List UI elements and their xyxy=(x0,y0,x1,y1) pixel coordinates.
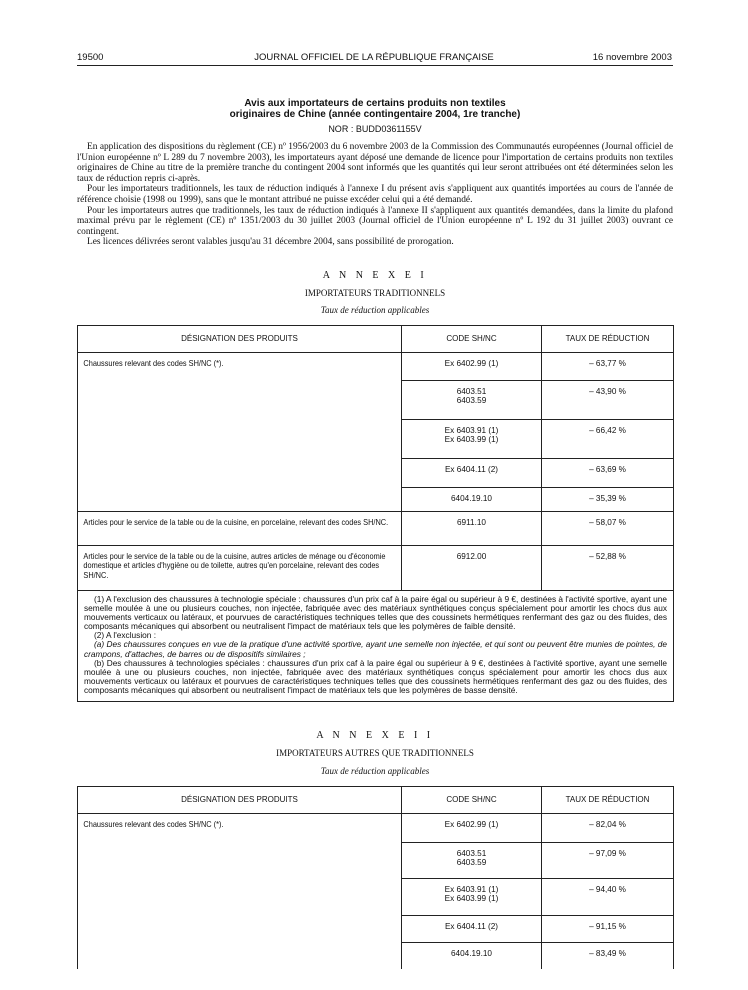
table-header xyxy=(78,326,673,353)
avis-body xyxy=(77,142,673,248)
designation-cell: Chaussures relevant des codes SH/NC (*). xyxy=(83,820,224,829)
code-cell: Ex 6403.91 (1) Ex 6403.99 (1) xyxy=(444,426,499,445)
column-header: CODE SH/NC xyxy=(401,787,541,813)
column-header: TAUX DE RÉDUCTION xyxy=(541,326,673,352)
footnote: (2) A l'exclusion : xyxy=(94,630,156,641)
table-group xyxy=(78,814,673,969)
designation-cell: Articles pour le service de la table ou de la cuisine, en porcelaine, relevant des codes SH/NC. xyxy=(83,518,389,527)
table-header xyxy=(78,787,673,814)
avis-title-line2: originaires de Chine (année contingentaire 2004, 1re tranche) xyxy=(229,109,521,120)
rate-cell: – 35,39 % xyxy=(541,488,673,511)
table-row xyxy=(401,916,673,943)
column-header: CODE SH/NC xyxy=(401,326,541,352)
rate-cell: – 97,09 % xyxy=(541,843,673,878)
table-row xyxy=(401,381,673,420)
avis-title-line1: Avis aux importateurs de certains produits non textiles xyxy=(244,98,506,109)
table-row xyxy=(401,879,673,916)
table-row xyxy=(401,420,673,459)
table-group xyxy=(78,512,673,546)
code-cell: Ex 6404.11 (2) xyxy=(444,465,499,474)
rate-cell: – 63,77 % xyxy=(541,353,673,380)
code-cell: 6912.00 xyxy=(456,552,487,561)
annex2-table xyxy=(77,786,674,969)
code-cell: Ex 6402.99 (1) xyxy=(444,820,499,829)
code-cell: Ex 6403.91 (1) Ex 6403.99 (1) xyxy=(444,885,499,904)
column-header: TAUX DE RÉDUCTION xyxy=(541,787,673,813)
code-cell: Ex 6402.99 (1) xyxy=(444,359,499,368)
paragraph: Pour les importateurs autres que traditionnels, les taux de réduction indiqués à l'annexe II s'appliquent aux quantités demandées, dans la limite du plafond maximal prévu par le règlement (CE) nº 1351/2003 du 30 juillet 2003 (Journal officiel de l'Union européenne nº L 192 du 31 juillet 2003) ouvrant ce contingent. xyxy=(77,205,673,237)
rate-cell: – 91,15 % xyxy=(541,916,673,942)
rate-cell: – 83,49 % xyxy=(541,943,673,969)
annex2-rate-title: Taux de réduction applicables xyxy=(320,766,430,776)
code-cell: Ex 6404.11 (2) xyxy=(444,922,499,931)
table-row xyxy=(401,843,673,879)
footnote: (a) Des chaussures conçues en vue de la pratique d'une activité sportive, ayant une semelle non injectée, et qui sont ou peuvent être munies de pointes, de crampons, d'attaches, de barres ou de dispositifs similaires ; xyxy=(84,639,667,659)
journal-title: JOURNAL OFFICIEL DE LA RÉPUBLIQUE FRANÇAISE xyxy=(254,52,494,63)
code-cell: 6404.19.10 xyxy=(451,949,492,958)
table-row xyxy=(401,353,673,381)
header-rule xyxy=(77,65,673,66)
rate-cell: – 43,90 % xyxy=(541,381,673,419)
footnote: (b) Des chaussures à technologies spéciales : chaussures d'un prix caf à la paire égal ou supérieur à 9 €, destinées à l'activité sportive, ayant une semelle moulée à une ou plusieurs couches, non injectée, fabriquée avec des matériaux synthétiques conçus spécialement pour amortir les chocs dus aux mouvements verticaux ou latéraux et pourvues de caractéristiques techniques telles que des coussinets hermétiques renfermant des gaz ou des fluides, des composants mécaniques qui absorbent ou neutralisent l'impact de matériaux tels que les polymères de basse densité. xyxy=(84,657,667,695)
column-header: DÉSIGNATION DES PRODUITS xyxy=(181,334,298,343)
table-group xyxy=(78,546,673,591)
table-row xyxy=(401,546,673,590)
nor-reference: NOR : BUDD0361155V xyxy=(328,124,422,134)
rate-cell: – 94,40 % xyxy=(541,879,673,915)
table-row xyxy=(401,488,673,511)
annex2-subtitle: IMPORTATEURS AUTRES QUE TRADITIONNELS xyxy=(276,748,474,758)
designation-cell: Articles pour le service de la table ou de la cuisine, autres articles de ménage ou d'économie domestique et articles d'hygiène ou de toilette, autres qu'en porcelaine, relevant des codes SH/NC. xyxy=(83,552,386,580)
annex2-title: A N N E X E I I xyxy=(316,730,434,741)
annex1-table xyxy=(77,325,674,702)
table-footnotes xyxy=(78,591,673,701)
rate-cell: – 58,07 % xyxy=(541,512,673,545)
rate-cell: – 52,88 % xyxy=(541,546,673,590)
designation-cell: Chaussures relevant des codes SH/NC (*). xyxy=(83,359,224,368)
page-number: 19500 xyxy=(77,52,104,63)
footnote: (1) A l'exclusion des chaussures à technologie spéciale : chaussures d'un prix caf à la paire égal ou supérieur à 9 €, destinées à l'activité sportive, ayant une semelle moulée à une ou plusieurs couches, non injectée, fabriquée avec des matériaux synthétiques conçus spécialement pour amortir les chocs dus aux mouvements verticaux ou latéraux, et pourvues de caractéristiques techniques telles que des coussinets hermétiques renfermant des gaz ou des fluides, des composants mécaniques qui absorbent ou neutralisent l'impact de matériaux tels que les polymères de faible densité. xyxy=(84,594,667,632)
annex1-title: A N N E X E I xyxy=(322,270,428,281)
annex1-subtitle: IMPORTATEURS TRADITIONNELS xyxy=(304,288,446,298)
code-cell: 6911.10 xyxy=(457,518,486,527)
avis-title xyxy=(77,98,673,120)
annex1-rate-title: Taux de réduction applicables xyxy=(320,305,430,315)
rate-cell: – 66,42 % xyxy=(541,420,673,458)
table-row xyxy=(401,459,673,488)
table-row xyxy=(401,943,673,969)
column-header: DÉSIGNATION DES PRODUITS xyxy=(181,795,298,804)
code-cell: 6403.51 6403.59 xyxy=(456,849,487,868)
table-group xyxy=(78,353,673,512)
paragraph: Les licences délivrées seront valables jusqu'au 31 décembre 2004, sans possibilité de prorogation. xyxy=(87,237,454,248)
table-row xyxy=(401,512,673,545)
table-row xyxy=(401,814,673,843)
paragraph: Pour les importateurs traditionnels, les taux de réduction indiqués à l'annexe I du présent avis s'appliquent aux quantités importées au cours de l'année de référence choisie (1998 ou 1999), sans que le montant attribué ne puisse excéder celui qui a été demandé. xyxy=(77,184,673,205)
paragraph: En application des dispositions du règlement (CE) nº 1956/2003 du 6 novembre 2003 de la Commission des Communautés européennes (Journal officiel de l'Union européenne nº L 289 du 7 novembre 2003), les importateurs ayant déposé une demande de licence pour l'importation de certains produits non textiles originaires de Chine au titre de la première tranche du contingent 2004 sont informés que les quantités qui leur seront attribuées ont été déterminées selon les taux de réduction repris ci-après. xyxy=(77,142,673,184)
issue-date: 16 novembre 2003 xyxy=(592,52,672,63)
code-cell: 6403.51 6403.59 xyxy=(456,387,487,406)
code-cell: 6404.19.10 xyxy=(451,494,492,503)
rate-cell: – 82,04 % xyxy=(541,814,673,842)
rate-cell: – 63,69 % xyxy=(541,459,673,487)
